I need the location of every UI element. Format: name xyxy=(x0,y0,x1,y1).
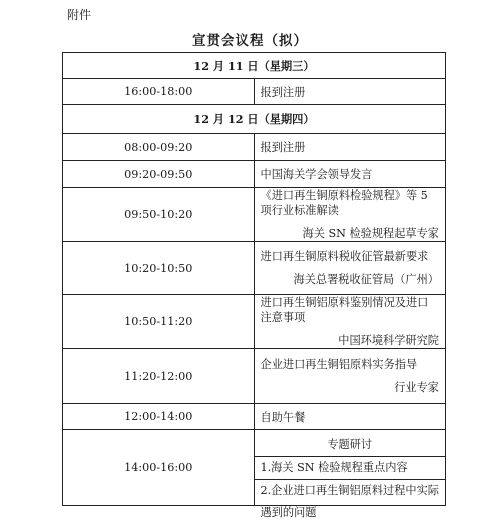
agenda-row xyxy=(63,161,446,188)
session-heading: 专题研讨 xyxy=(327,437,373,451)
document-title: 宣贯会议程（拟） xyxy=(192,33,308,49)
day-header-row xyxy=(63,105,446,134)
time-cell: 14:00-16:00 xyxy=(63,430,255,506)
discussion-item: 2.企业进口再生铜铝原料过程中实际遇到的问题 xyxy=(255,479,446,502)
session-cell xyxy=(254,295,446,349)
session-cell: 报到注册 xyxy=(254,79,446,105)
time-cell: 08:00-09:20 xyxy=(63,134,255,161)
time-cell: 16:00-18:00 xyxy=(63,79,255,105)
agenda-row xyxy=(63,404,446,430)
session-cell xyxy=(254,242,446,295)
day-header: 12 月 12 日（星期四） xyxy=(63,105,446,134)
session-topic: 进口再生铜铝原料鉴别情况及进口注意事项 xyxy=(260,296,429,324)
day-header-row xyxy=(63,53,446,79)
session-cell: 报到注册 xyxy=(254,134,446,161)
session-cell: 中国海关学会领导发言 xyxy=(254,161,446,188)
session-speaker: 海关总署税收征管局（广州） xyxy=(293,273,439,286)
discussion-item: 1.海关 SN 检验规程重点内容 xyxy=(255,456,446,479)
session-speaker: 中国环境科学研究院 xyxy=(338,334,439,347)
session-speaker: 行业专家 xyxy=(394,381,439,394)
session-cell xyxy=(254,188,446,242)
agenda-row xyxy=(63,242,446,295)
time-cell: 10:20-10:50 xyxy=(63,242,255,295)
session-topic: 企业进口再生铜铝原料实务指导 xyxy=(260,358,418,371)
attachment-label: 附件 xyxy=(67,8,92,22)
time-cell: 11:20-12:00 xyxy=(63,349,255,404)
time-cell: 12:00-14:00 xyxy=(63,404,255,430)
session-cell: 自助午餐 xyxy=(254,404,446,430)
time-cell: 09:50-10:20 xyxy=(63,188,255,242)
time-cell: 09:20-09:50 xyxy=(63,161,255,188)
session-topic: 进口再生铜原料税收征管最新要求 xyxy=(260,250,429,263)
day-header: 12 月 11 日（星期三） xyxy=(63,53,446,79)
session-speaker: 海关 SN 检验规程起草专家 xyxy=(302,227,439,240)
agenda-row xyxy=(63,295,446,349)
agenda-row xyxy=(63,349,446,404)
session-cell xyxy=(254,349,446,404)
time-cell: 10:50-11:20 xyxy=(63,295,255,349)
agenda-row xyxy=(63,188,446,242)
agenda-table xyxy=(62,52,446,519)
session-cell xyxy=(254,430,446,519)
session-topic: 《进口再生铜原料检验规程》等 5 项行业标准解读 xyxy=(260,189,428,217)
agenda-row xyxy=(63,79,446,105)
agenda-row xyxy=(63,430,446,506)
agenda-row xyxy=(63,134,446,161)
